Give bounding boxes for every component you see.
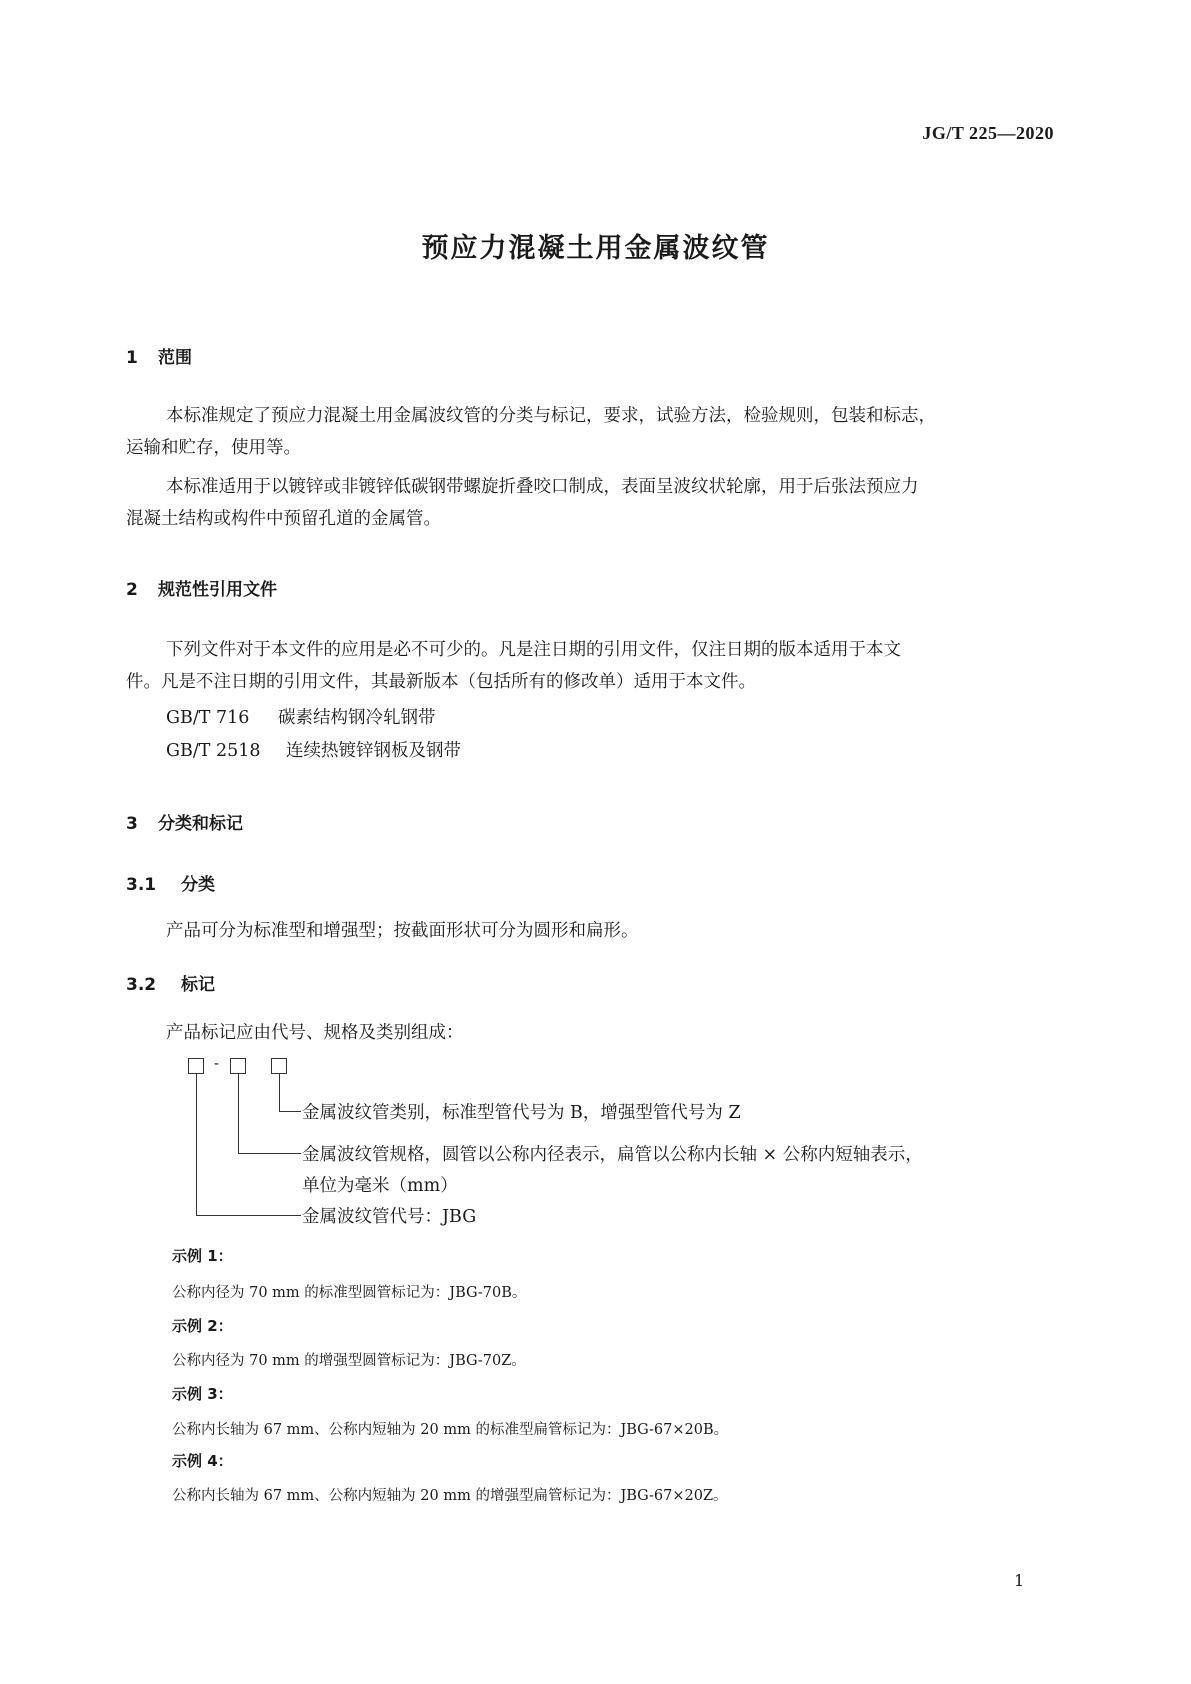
category-placeholder-box xyxy=(271,1058,287,1074)
section-3-title: 分类和标记 xyxy=(158,814,243,834)
example-3-text: 公称内长轴为 67 mm、公称内短轴为 20 mm 的标准型扁管标记为：JBG-67×20B。 xyxy=(172,1422,729,1438)
example-4-label: 示例 4： xyxy=(172,1452,233,1470)
section-3-heading xyxy=(126,809,243,834)
section-2-title: 规范性引用文件 xyxy=(158,580,277,600)
section-3-1-heading xyxy=(126,870,215,895)
section-3-number: 3 xyxy=(126,814,138,834)
section-1-para-1-line-2: 运输和贮存，使用等。 xyxy=(126,438,301,458)
category-label: 金属波纹管类别，标准型管代号为 B，增强型管代号为 Z xyxy=(302,1103,741,1123)
reference-item xyxy=(166,737,461,762)
section-3-2-number: 3.2 xyxy=(126,975,157,995)
section-1-number: 1 xyxy=(126,348,138,368)
example-4-text: 公称内长轴为 67 mm、公称内短轴为 20 mm 的增强型扁管标记为：JBG-67×20Z。 xyxy=(172,1488,728,1504)
spec-connector-horizontal xyxy=(238,1153,301,1154)
example-2-text: 公称内径为 70 mm 的增强型圆管标记为：JBG-70Z。 xyxy=(172,1353,526,1369)
category-connector-vertical xyxy=(279,1074,280,1112)
code-connector-vertical xyxy=(196,1074,197,1216)
section-3-1-title: 分类 xyxy=(181,875,215,895)
reference-title: 碳素结构钢冷轧钢带 xyxy=(278,708,436,728)
section-1-para-2-line-1: 本标准适用于以镀锌或非镀锌低碳钢带螺旋折叠咬口制成，表面呈波纹状轮廓，用于后张法预应力 xyxy=(166,477,919,497)
page-number: 1 xyxy=(1014,1571,1025,1590)
section-3-1-text: 产品可分为标准型和增强型；按截面形状可分为圆形和扁形。 xyxy=(166,921,639,941)
reference-item xyxy=(166,704,436,729)
spec-connector-vertical xyxy=(238,1074,239,1154)
section-3-1-number: 3.1 xyxy=(126,875,157,895)
code-label: 金属波纹管代号：JBG xyxy=(302,1207,477,1227)
spec-label-line-2: 单位为毫米（mm） xyxy=(302,1176,458,1196)
reference-title: 连续热镀锌钢板及钢带 xyxy=(286,741,461,761)
section-3-2-title: 标记 xyxy=(181,975,215,995)
section-2-heading xyxy=(126,575,277,600)
standard-code: JG/T 225—2020 xyxy=(922,123,1054,143)
section-1-heading xyxy=(126,343,192,368)
document-title: 预应力混凝土用金属波纹管 xyxy=(421,233,770,264)
dash-separator: - xyxy=(214,1054,220,1072)
section-2-para-line-1: 下列文件对于本文件的应用是必不可少的。凡是注日期的引用文件，仅注日期的版本适用于本文 xyxy=(166,640,901,660)
example-3-label: 示例 3： xyxy=(172,1385,233,1403)
spec-placeholder-box xyxy=(230,1058,246,1074)
reference-code: GB/T 716 xyxy=(166,708,250,728)
reference-code: GB/T 2518 xyxy=(166,741,261,761)
section-2-para-line-2: 件。凡是不注日期的引用文件，其最新版本（包括所有的修改单）适用于本文件。 xyxy=(126,672,756,692)
spec-label-line-1: 金属波纹管规格，圆管以公称内径表示，扁管以公称内长轴 × 公称内短轴表示， xyxy=(302,1145,923,1165)
example-1-text: 公称内径为 70 mm 的标准型圆管标记为：JBG-70B。 xyxy=(172,1285,527,1301)
category-connector-horizontal xyxy=(279,1111,301,1112)
code-connector-horizontal xyxy=(196,1215,301,1216)
section-1-para-1-line-1: 本标准规定了预应力混凝土用金属波纹管的分类与标记，要求，试验方法，检验规则，包装和标志， xyxy=(166,406,936,426)
section-1-title: 范围 xyxy=(158,348,192,368)
example-1-label: 示例 1： xyxy=(172,1247,233,1265)
section-1-para-2-line-2: 混凝土结构或构件中预留孔道的金属管。 xyxy=(126,509,441,529)
code-placeholder-box xyxy=(188,1058,204,1074)
section-2-number: 2 xyxy=(126,580,138,600)
example-2-label: 示例 2： xyxy=(172,1317,233,1335)
section-3-2-heading xyxy=(126,970,215,995)
section-3-2-text: 产品标记应由代号、规格及类别组成： xyxy=(166,1023,464,1043)
